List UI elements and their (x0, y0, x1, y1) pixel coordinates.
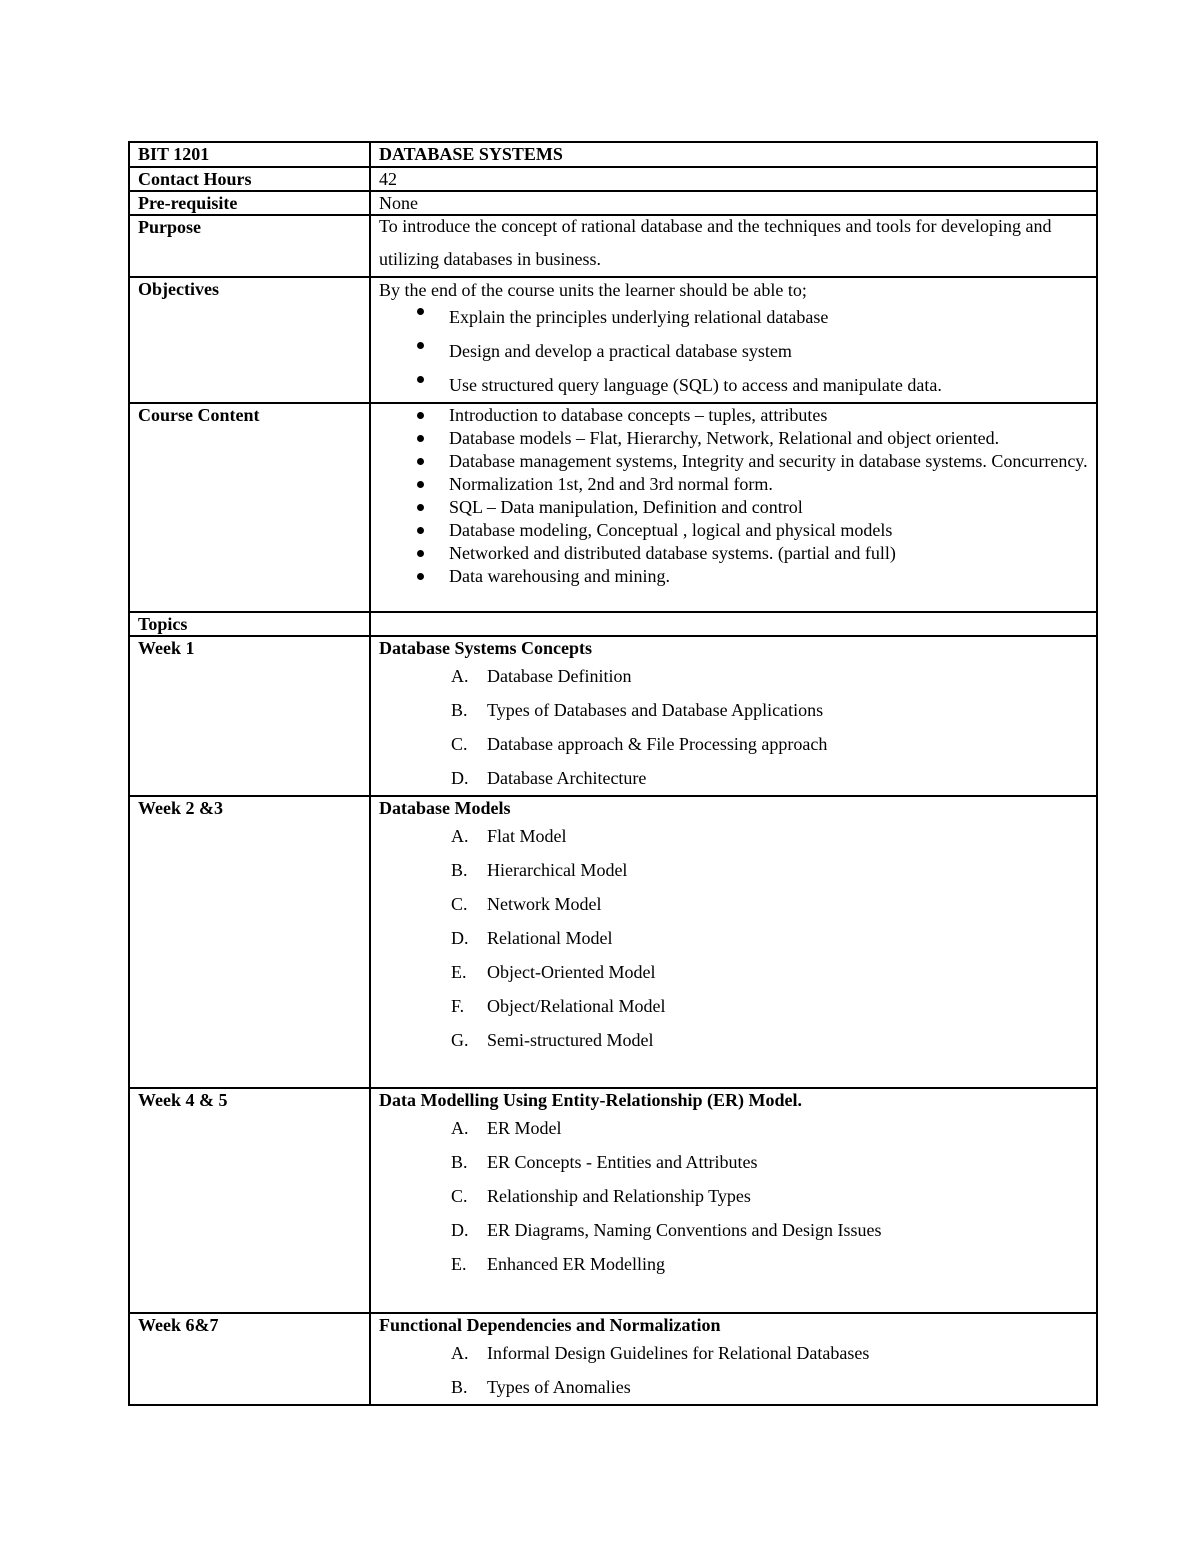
list-item: Data warehousing and mining. (449, 565, 1088, 588)
week-title: Functional Dependencies and Normalization (379, 1315, 721, 1335)
week-cell (370, 1088, 1097, 1313)
course-content-label: Course Content (129, 403, 370, 612)
topics-label: Topics (129, 612, 370, 636)
list-letter: D. (451, 1220, 469, 1240)
week-topic-list (379, 1111, 1088, 1281)
list-item: Networked and distributed database systems. (partial and full) (449, 542, 1088, 565)
list-item (451, 955, 1088, 989)
list-text: ER Diagrams, Naming Conventions and Design Issues (487, 1220, 882, 1240)
list-item (451, 761, 1088, 795)
list-item: Database models – Flat, Hierarchy, Network, Relational and object oriented. (449, 427, 1088, 450)
list-item (451, 727, 1088, 761)
list-item (451, 887, 1088, 921)
list-text: Types of Databases and Database Applications (487, 700, 824, 720)
course-content-list (379, 404, 1088, 588)
week-cell (370, 1313, 1097, 1405)
topics-empty-cell (370, 612, 1097, 636)
week-title: Data Modelling Using Entity-Relationship (ER) Model. (379, 1090, 803, 1110)
list-text: ER Model (487, 1118, 562, 1138)
objectives-intro: By the end of the course units the learner should be able to; (379, 280, 807, 300)
list-item: Explain the principles underlying relational database (449, 300, 1088, 334)
list-text: Semi-structured Model (487, 1030, 654, 1050)
list-letter: B. (451, 860, 468, 880)
prerequisite-row (129, 191, 1097, 215)
objectives-list (379, 300, 1088, 402)
list-item (451, 921, 1088, 955)
objectives-row (129, 277, 1097, 403)
contact-hours-row (129, 167, 1097, 191)
course-outline-table (128, 141, 1098, 1406)
list-text: Database Definition (487, 666, 632, 686)
list-text: Network Model (487, 894, 602, 914)
list-letter: A. (451, 1118, 469, 1138)
list-item (451, 1213, 1088, 1247)
list-item (451, 1111, 1088, 1145)
list-text: Informal Design Guidelines for Relational Databases (487, 1343, 870, 1363)
list-item (451, 853, 1088, 887)
list-letter: E. (451, 1254, 467, 1274)
list-letter: F. (451, 996, 465, 1016)
list-item (451, 1370, 1088, 1404)
list-item (451, 693, 1088, 727)
week-row (129, 636, 1097, 796)
list-item: Introduction to database concepts – tuples, attributes (449, 404, 1088, 427)
list-text: Enhanced ER Modelling (487, 1254, 665, 1274)
course-content-cell (370, 403, 1097, 612)
list-text: Object-Oriented Model (487, 962, 656, 982)
prerequisite-value: None (370, 191, 1097, 215)
list-item: Design and develop a practical database system (449, 334, 1088, 368)
list-text: Hierarchical Model (487, 860, 628, 880)
list-text: Flat Model (487, 826, 567, 846)
list-item (451, 1247, 1088, 1281)
list-text: Object/Relational Model (487, 996, 666, 1016)
list-letter: A. (451, 826, 469, 846)
list-item: Database modeling, Conceptual , logical and physical models (449, 519, 1088, 542)
week-cell (370, 636, 1097, 796)
week-topic-list (379, 819, 1088, 1057)
list-text: Database Architecture (487, 768, 647, 788)
week-title: Database Systems Concepts (379, 638, 592, 658)
week-label: Week 4 & 5 (129, 1088, 370, 1313)
week-row (129, 796, 1097, 1088)
objectives-cell (370, 277, 1097, 403)
week-row (129, 1088, 1097, 1313)
list-letter: D. (451, 928, 469, 948)
list-letter: B. (451, 1377, 468, 1397)
list-letter: B. (451, 700, 468, 720)
list-item (451, 1336, 1088, 1370)
objectives-label: Objectives (129, 277, 370, 403)
list-item (451, 1023, 1088, 1057)
topics-row (129, 612, 1097, 636)
purpose-row (129, 215, 1097, 277)
contact-hours-label: Contact Hours (129, 167, 370, 191)
week-label: Week 1 (129, 636, 370, 796)
purpose-label: Purpose (129, 215, 370, 277)
header-row (129, 142, 1097, 167)
list-letter: D. (451, 768, 469, 788)
week-topic-list (379, 659, 1088, 795)
list-text: ER Concepts - Entities and Attributes (487, 1152, 758, 1172)
list-letter: C. (451, 894, 468, 914)
list-item (451, 659, 1088, 693)
list-item: Normalization 1st, 2nd and 3rd normal form. (449, 473, 1088, 496)
week-row (129, 1313, 1097, 1405)
list-item (451, 819, 1088, 853)
list-text: Relational Model (487, 928, 613, 948)
course-content-row (129, 403, 1097, 612)
list-letter: A. (451, 1343, 469, 1363)
contact-hours-value: 42 (370, 167, 1097, 191)
course-code: BIT 1201 (129, 142, 370, 167)
purpose-text: To introduce the concept of rational database and the techniques and tools for developing and utilizing databases in business. (379, 216, 1052, 269)
list-letter: G. (451, 1030, 469, 1050)
list-text: Database approach & File Processing approach (487, 734, 828, 754)
prerequisite-label: Pre-requisite (129, 191, 370, 215)
week-title: Database Models (379, 798, 511, 818)
list-letter: A. (451, 666, 469, 686)
list-item (451, 989, 1088, 1023)
list-letter: E. (451, 962, 467, 982)
list-item (451, 1145, 1088, 1179)
list-item: Database management systems, Integrity and security in database systems. Concurrency. (449, 451, 1088, 471)
list-letter: C. (451, 1186, 468, 1206)
list-item: SQL – Data manipulation, Definition and control (449, 496, 1088, 519)
week-cell (370, 796, 1097, 1088)
list-text: Types of Anomalies (487, 1377, 631, 1397)
list-text: Relationship and Relationship Types (487, 1186, 751, 1206)
week-label: Week 2 &3 (129, 796, 370, 1088)
purpose-cell (370, 215, 1097, 277)
list-item (451, 1179, 1088, 1213)
list-item: Use structured query language (SQL) to access and manipulate data. (449, 368, 1088, 402)
week-label: Week 6&7 (129, 1313, 370, 1405)
course-title: DATABASE SYSTEMS (370, 142, 1097, 167)
list-letter: B. (451, 1152, 468, 1172)
week-topic-list (379, 1336, 1088, 1404)
list-letter: C. (451, 734, 468, 754)
